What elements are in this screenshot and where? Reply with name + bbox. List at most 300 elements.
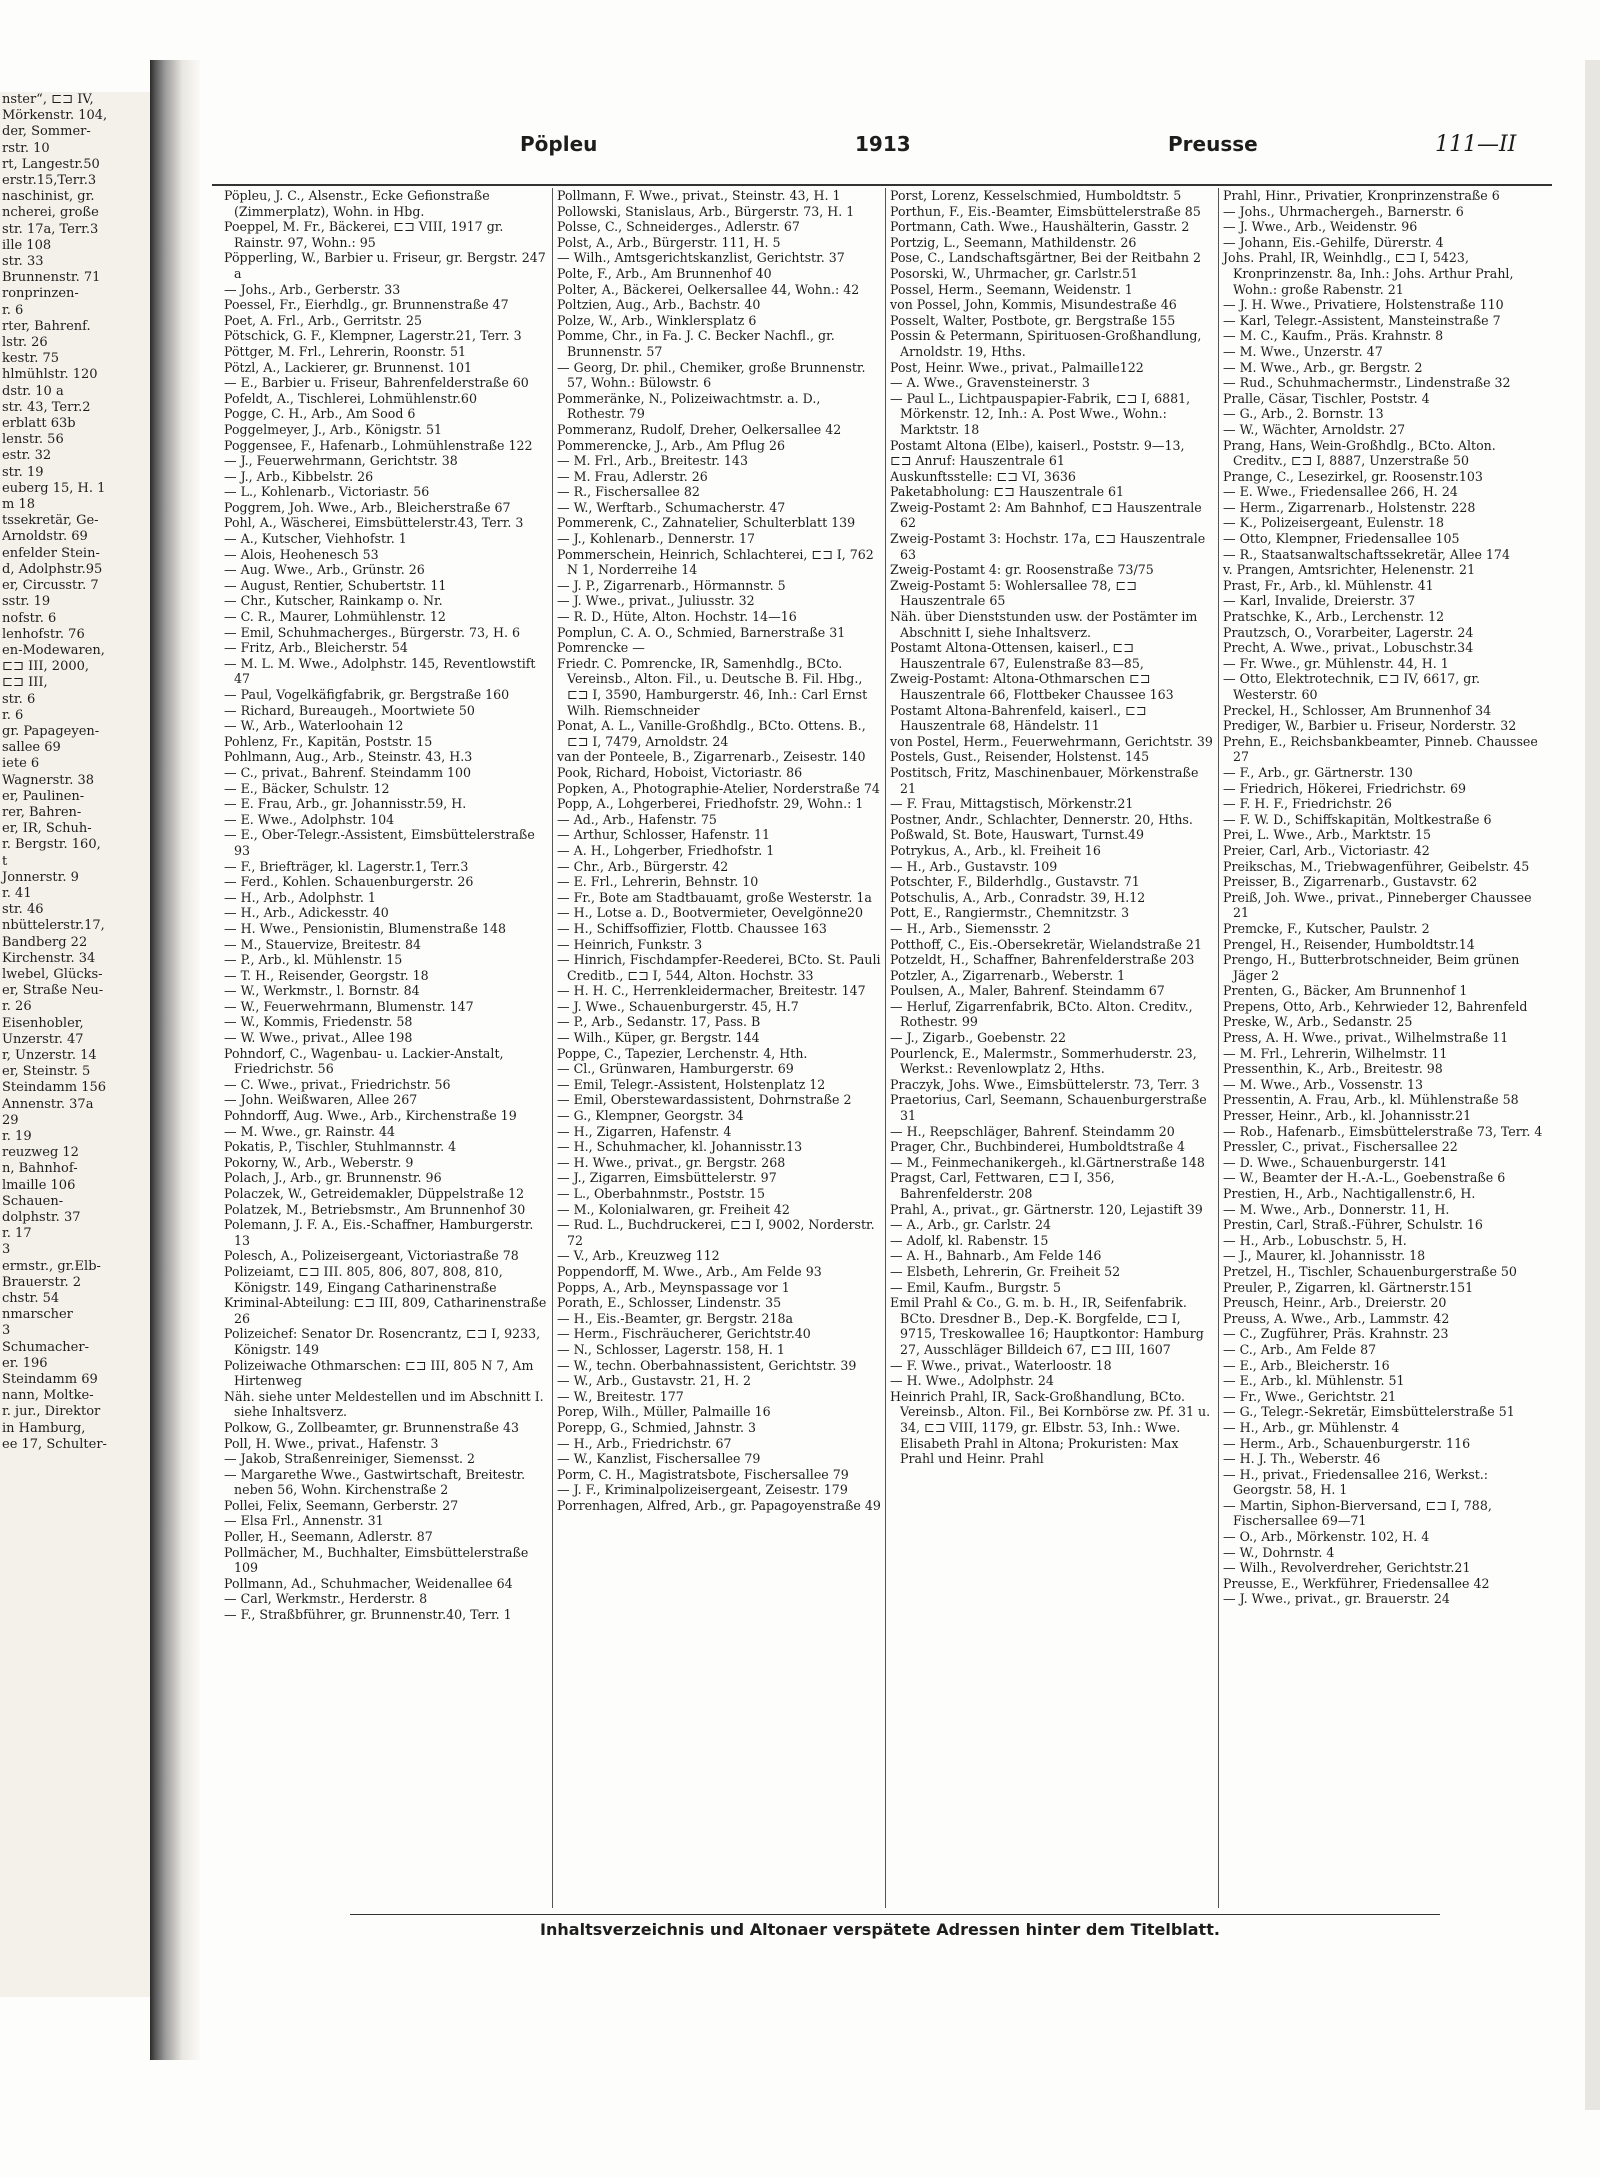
previous-page-line: r. 6 (2, 707, 24, 723)
directory-entry: Pohl, A., Wäscherei, Eimsbüttelerstr.43, Terr. 3 (224, 515, 524, 531)
previous-page-footer (2, 1920, 151, 1979)
directory-entry: — E., Bäcker, Schulstr. 12 (224, 780, 390, 796)
directory-entry: Polatzek, M., Betriebsmstr., Am Brunnenhof 30 (224, 1201, 526, 1217)
directory-entry: Näh. über Dienststunden usw. der Postämter im Abschnitt I, siehe Inhaltsverz. (890, 609, 1198, 640)
directory-entry: Preisser, B., Zigarrenarb., Gustavstr. 62 (1223, 874, 1478, 890)
directory-entry: Pommeranz, Rudolf, Dreher, Oelkersallee 42 (557, 421, 842, 437)
directory-entry: — F. H. F., Friedrichstr. 26 (1223, 796, 1392, 812)
directory-entry: Potthoff, C., Eis.-Obersekretär, Wielandstraße 21 (890, 936, 1202, 952)
directory-entry: Zweig-Postamt 2: Am Bahnhof, ⊏⊐ Hauszentrale 62 (890, 499, 1202, 531)
directory-entry: — G., Klempner, Georgstr. 34 (557, 1108, 744, 1124)
directory-entry: — M., Kolonialwaren, gr. Freiheit 42 (557, 1201, 790, 1217)
directory-entry: Zweig-Postamt 3: Hochstr. 17a, ⊏⊐ Hauszentrale 63 (890, 531, 1206, 562)
directory-entry: Preske, W., Arb., Sedanstr. 25 (1223, 1014, 1413, 1030)
directory-entry: — H. Wwe., privat., gr. Bergstr. 268 (557, 1154, 786, 1170)
directory-entry: — E., Arb., kl. Mühlenstr. 51 (1223, 1373, 1405, 1389)
previous-page-line: naschinist, gr. (2, 189, 95, 205)
previous-page-line: Steindamm 156 (2, 1080, 107, 1096)
directory-entry: — Cl., Grünwaren, Hamburgerstr. 69 (557, 1061, 794, 1077)
directory-entry: Poggensee, F., Hafenarb., Lohmühlenstraße 122 (224, 437, 533, 453)
directory-entry: — John. Weißwaren, Allee 267 (224, 1092, 418, 1108)
directory-entry: — Ad., Arb., Hafenstr. 75 (557, 811, 717, 827)
directory-entry: — E. Wwe., Adolphstr. 104 (224, 811, 395, 827)
directory-entry: — M. Frl., Lehrerin, Wilhelmstr. 11 (1223, 1045, 1448, 1061)
directory-entry: Pohndorff, Aug. Wwe., Arb., Kirchenstraße 19 (224, 1108, 517, 1124)
previous-page-lines (0, 92, 150, 1453)
directory-entry: Polizeiwache Othmarschen: ⊏⊐ III, 805 N 7, Am Hirtenweg (224, 1357, 534, 1389)
directory-entry: — Otto, Klempner, Friedensallee 105 (1223, 531, 1460, 547)
directory-entry: — Rud. L., Buchdruckerei, ⊏⊐ I, 9002, Norderstr. 72 (557, 1217, 875, 1248)
previous-page-line: lwebel, Glücks- (2, 966, 103, 982)
directory-entry: Pommeränke, N., Polizeiwachtmstr. a. D., Rothestr. 79 (557, 390, 821, 422)
directory-entry: — J., Kohlenarb., Dennerstr. 17 (557, 531, 756, 547)
directory-entry: Johs. Prahl, IR, Weinhdlg., ⊏⊐ I, 5423, Kronprinzenstr. 8a, Inh.: Johs. Arthur Prahl, Wohn.: große Rabenstr. 21 (1223, 250, 1514, 297)
directory-entry: Popps, A., Arb., Meynspassage vor 1 (557, 1279, 790, 1295)
previous-page-line: Brauerstr. 2 (2, 1274, 82, 1290)
directory-entry: Pralle, Cäsar, Tischler, Poststr. 4 (1223, 390, 1430, 406)
directory-entry: Pokorny, W., Arb., Weberstr. 9 (224, 1154, 414, 1170)
directory-entry: Poggrem, Joh. Wwe., Arb., Bleicherstraße 67 (224, 499, 511, 515)
directory-entry: — Hinrich, Fischdampfer-Reederei, BCto. St. Pauli Creditb., ⊏⊐ I, 544, Alton. Hochstr. 33 (557, 952, 881, 983)
directory-entry: Pommerenk, C., Zahnatelier, Schulterblatt 139 (557, 515, 856, 531)
directory-entry: — Chr., Kutscher, Rainkamp o. Nr. (224, 593, 443, 609)
directory-entry: Preuler, P., Zigarren, kl. Gärtnerstr.151 (1223, 1279, 1474, 1295)
directory-entry: Postamt Altona-Bahrenfeld, kaiserl., ⊏⊐ Hauszentrale 68, Händelstr. 11 (890, 702, 1147, 734)
directory-entry: Pragst, Carl, Fettwaren, ⊏⊐ I, 356, Bahrenfelderstr. 208 (890, 1170, 1115, 1201)
directory-entry: — M. Wwe., Arb., Vossenstr. 13 (1223, 1076, 1424, 1092)
directory-entry: Polach, J., Arb., gr. Brunnenstr. 96 (224, 1170, 442, 1186)
directory-entry: — E., Arb., Bleicherstr. 16 (1223, 1357, 1390, 1373)
directory-entry: Prengo, H., Butterbrotschneider, Beim grünen Jäger 2 (1223, 952, 1520, 983)
previous-page-line: nann, Moltke- (2, 1388, 94, 1404)
directory-entry: — H., Arb., Adolphstr. 1 (224, 889, 376, 905)
previous-page-line: nofstr. 6 (2, 610, 57, 626)
directory-entry: — Margarethe Wwe., Gastwirtschaft, Breitestr. neben 56, Wohn. Kirchenstraße 2 (224, 1466, 526, 1498)
previous-page-line: er. 196 (2, 1355, 48, 1371)
directory-entry: — Aug. Wwe., Arb., Grünstr. 26 (224, 562, 425, 578)
directory-entry: — Martin, Siphon-Bierversand, ⊏⊐ I, 788, Fischersallee 69—71 (1223, 1497, 1492, 1529)
previous-page-line: r. 19 (2, 1129, 32, 1144)
directory-entry: Pofeldt, A., Tischlerei, Lohmühlenstr.60 (224, 390, 477, 406)
directory-entry: van der Ponteele, B., Zigarrenarb., Zeisestr. 140 (557, 749, 866, 765)
directory-entry: Näh. siehe unter Meldestellen und im Abschnitt I. siehe Inhaltsverz. (224, 1388, 544, 1420)
directory-entry: — J., Zigarren, Eimsbüttelerstr. 97 (557, 1170, 777, 1186)
directory-entry: — M. Wwe., gr. Rainstr. 44 (224, 1123, 395, 1139)
previous-page-line: er, Circusstr. 7 (2, 578, 99, 594)
directory-entry: Pourlenck, E., Malermstr., Sommerhuderstr. 23, Werkst.: Revenlowplatz 2, Hths. (890, 1045, 1197, 1077)
previous-page-line: gr. Papageyen- (2, 723, 100, 739)
directory-entry: Pohndorf, C., Wagenbau- u. Lackier-Anstalt, Friedrichstr. 56 (224, 1045, 504, 1077)
page-footer: Inhaltsverzeichnis und Altonaer verspätete Adressen hinter dem Titelblatt. (540, 1920, 1220, 1939)
column-4 (1219, 188, 1552, 1908)
previous-page-line: iete 6 (2, 756, 40, 772)
directory-entry: Possin & Petermann, Spirituosen-Großhandlung, Arnoldstr. 19, Hths. (890, 328, 1202, 359)
directory-entry: — W. Wwe., privat., Allee 198 (224, 1030, 413, 1046)
directory-entry: — M. C., Kaufm., Präs. Krahnstr. 8 (1223, 328, 1444, 344)
directory-entry: — Karl, Telegr.-Assistent, Mansteinstraße 7 (1223, 312, 1501, 328)
directory-entry: — Fr., Bote am Stadtbauamt, große Westerstr. 1a (557, 889, 872, 905)
directory-entry: — H., Arb., Friedrichstr. 67 (557, 1435, 732, 1451)
previous-page-line: ⊏⊐ III, (2, 675, 48, 691)
previous-page-line: lmaille 106 (2, 1177, 76, 1193)
directory-entry: — A. H., Bahnarb., Am Felde 146 (890, 1248, 1102, 1264)
directory-entry: — H. Wwe., Pensionistin, Blumenstraße 148 (224, 920, 506, 936)
previous-page-line: Arnoldstr. 69 (2, 529, 88, 545)
previous-page-line: Bandberg 22 (2, 934, 88, 950)
directory-entry: — W., Kanzlist, Fischersallee 79 (557, 1451, 761, 1467)
previous-page-line: Jonnerstr. 9 (2, 869, 79, 885)
directory-entry: Postamt Altona-Ottensen, kaiserl., ⊏⊐ Hauszentrale 67, Eulenstraße 83—85, (890, 640, 1144, 671)
first-entry-word: Pöpleu (520, 132, 598, 156)
directory-entry: — J., Feuerwehrmann, Gerichtstr. 38 (224, 453, 458, 469)
previous-page-line: erstr.15,Terr.3 (2, 173, 97, 189)
directory-entry: Preckel, H., Schlosser, Am Brunnenhof 34 (1223, 702, 1492, 718)
directory-entry: Postels, Gust., Reisender, Holstenst. 145 (890, 749, 1150, 765)
directory-entry: — H., Zigarren, Hafenstr. 4 (557, 1123, 732, 1139)
directory-entry: Emil Prahl & Co., G. m. b. H., IR, Seifenfabrik. BCto. Dresdner B., Dep.-K. Borgfelde, ⊏⊐ I, 9715, Treskowallee 16; Hauptkontor: Hamburg 27, Ausschläger Billdeich 67, ⊏⊐ III, 1607 (890, 1295, 1204, 1357)
directory-entry: Pokatis, P., Tischler, Stuhlmannstr. 4 (224, 1139, 457, 1155)
directory-entry: Prange, C., Lesezirkel, gr. Roosenstr.103 (1223, 468, 1483, 484)
previous-page-line: tssekretär, Ge- (2, 513, 99, 529)
directory-entry: Pommerschein, Heinrich, Schlachterei, ⊏⊐ I, 762 N 1, Norderreihe 14 (557, 546, 874, 578)
directory-entry: — W., Werkmstr., l. Bornstr. 84 (224, 983, 420, 999)
directory-entry: — J. H. Wwe., Privatiere, Holstenstraße 110 (1223, 297, 1504, 313)
directory-entry: — W., Wächter, Arnoldstr. 27 (1223, 421, 1406, 437)
directory-entry: — Emil, Telegr.-Assistent, Holstenplatz 12 (557, 1076, 826, 1092)
directory-entry: — T. H., Reisender, Georgstr. 18 (224, 967, 429, 983)
directory-entry: Prestien, H., Arb., Nachtigallenstr.6, H. (1223, 1186, 1476, 1201)
previous-page-line: in Hamburg, (2, 1420, 86, 1436)
directory-entry: — J. Wwe., Arb., Weidenstr. 96 (1223, 219, 1418, 235)
directory-entry: Poltzien, Aug., Arb., Bachstr. 40 (557, 297, 761, 313)
directory-entry: Kriminal-Abteilung: ⊏⊐ III, 809, Catharinenstraße 26 (224, 1295, 547, 1326)
directory-entry: — F. W. D., Schiffskapitän, Moltkestraße 6 (1223, 811, 1492, 827)
footer-rule (350, 1914, 1440, 1915)
previous-page-line: Mörkenstr. 104, (2, 108, 108, 124)
previous-page-line: estr. 32 (2, 448, 52, 464)
directory-entry: Pötzl, A., Lackierer, gr. Brunnenst. 101 (224, 359, 472, 375)
directory-entry: Polst, A., Arb., Bürgerstr. 111, H. 5 (557, 234, 781, 250)
previous-page-line: Eisenhobler, (2, 1015, 84, 1031)
directory-entry: Poll, H. Wwe., privat., Hafenstr. 3 (224, 1435, 439, 1451)
directory-entry: ⊏⊐ Anruf: Hauszentrale 61 (890, 453, 1065, 469)
directory-entry: — E. Wwe., Friedensallee 266, H. 24 (1223, 484, 1458, 500)
directory-entry: — Emil, Oberstewardassistent, Dohrnstraße 2 (557, 1092, 852, 1108)
directory-entry: — Wilh., Revolverdreher, Gerichtstr.21 (1223, 1560, 1471, 1576)
directory-entry: Pomrencke — (557, 640, 645, 656)
previous-page-line: str. 17a, Terr.3 (2, 221, 99, 237)
previous-page-line: hlmühlstr. 120 (2, 367, 98, 383)
directory-entry: von Possel, John, Kommis, Misundestraße 46 (890, 297, 1177, 313)
directory-entry: — Alois, Heohenesch 53 (224, 546, 379, 562)
directory-entry: Prei, L. Wwe., Arb., Marktstr. 15 (1223, 827, 1432, 843)
previous-page-line: Kirchenstr. 34 (2, 950, 96, 966)
directory-entry: — Karl, Invalide, Dreierstr. 37 (1223, 593, 1416, 609)
directory-entry: Premcke, F., Kutscher, Paulstr. 2 (1223, 920, 1430, 936)
directory-entry: — M. Wwe., Arb., Donnerstr. 11, H. (1223, 1201, 1450, 1217)
directory-entry: Pohlenz, Fr., Kapitän, Poststr. 15 (224, 733, 433, 749)
directory-entry: Porthun, F., Eis.-Beamter, Eimsbüttelerstraße 85 (890, 203, 1201, 219)
directory-entry: Prautzsch, O., Vorarbeiter, Lagerstr. 24 (1223, 624, 1474, 640)
directory-entry: Pollmann, Ad., Schuhmacher, Weidenallee 64 (224, 1575, 513, 1591)
directory-entry: — Fritz, Arb., Bleicherstr. 54 (224, 640, 408, 656)
directory-entry: — Friedrich, Hökerei, Friedrichstr. 69 (1223, 780, 1466, 796)
header-rule (212, 184, 1552, 186)
directory-entry: Polesch, A., Polizeisergeant, Victoriastraße 78 (224, 1248, 519, 1264)
previous-page-line: r. jur., Direktor (2, 1404, 101, 1420)
previous-page-line: chstr. 54 (2, 1291, 60, 1307)
directory-entry: Potzeldt, H., Schaffner, Bahrenfelderstraße 203 (890, 952, 1195, 968)
previous-page-line: r. 6 (2, 302, 24, 318)
directory-entry: — F., Arb., gr. Gärtnerstr. 130 (1223, 764, 1413, 780)
directory-entry: — H., Schiffsoffizier, Flottb. Chaussee 163 (557, 920, 827, 936)
directory-entry: Pogge, C. H., Arb., Am Sood 6 (224, 406, 416, 422)
directory-entry: Post, Heinr. Wwe., privat., Palmaille122 (890, 359, 1144, 375)
directory-entry: — M. Wwe., Arb., gr. Bergstr. 2 (1223, 359, 1423, 375)
previous-page-line: der, Sommer- (2, 124, 91, 140)
directory-entry: Prast, Fr., Arb., kl. Mühlenstr. 41 (1223, 577, 1434, 593)
directory-entry: — W., Kommis, Friedenstr. 58 (224, 1014, 413, 1030)
directory-entry: Pohlmann, Aug., Arb., Steinstr. 43, H.3 (224, 749, 473, 765)
previous-page-line: reuzweg 12 (2, 1145, 79, 1161)
directory-entry: — Johs., Arb., Gerberstr. 33 (224, 281, 401, 297)
directory-entry: Poggelmeyer, J., Arb., Königstr. 51 (224, 421, 443, 437)
directory-entry: — Emil, Schuhmacherges., Bürgerstr. 73, H. 6 (224, 624, 521, 640)
directory-entry: — H., privat., Friedensallee 216, Werkst.: Georgstr. 58, H. 1 (1223, 1466, 1489, 1498)
directory-entry: Pollmann, F. Wwe., privat., Steinstr. 43, H. 1 (557, 188, 841, 203)
previous-page-line: er, IR, Schuh- (2, 821, 92, 837)
directory-entry: — M. Wwe., Unzerstr. 47 (1223, 343, 1383, 359)
book-gutter (150, 60, 200, 2060)
directory-entry: — J., Maurer, kl. Johannisstr. 18 (1223, 1248, 1426, 1264)
previous-page-line: dstr. 10 a (2, 383, 64, 399)
directory-entry: — A. H., Lohgerber, Friedhofstr. 1 (557, 842, 775, 858)
directory-entry: — M., Stauervize, Breitestr. 84 (224, 936, 421, 952)
page-header (200, 132, 1585, 164)
directory-entry: Pomme, Chr., in Fa. J. C. Becker Nachfl., gr. Brunnenstr. 57 (557, 328, 835, 359)
previous-page-line: rter, Bahrenf. (2, 318, 91, 334)
directory-entry: — E., Barbier u. Friseur, Bahrenfelderstraße 60 (224, 375, 529, 391)
directory-entry: Potschter, F., Bilderhdlg., Gustavstr. 71 (890, 874, 1140, 890)
directory-entry: — Paul, Vogelkäfigfabrik, gr. Bergstraße 160 (224, 687, 510, 702)
column-3 (886, 188, 1219, 1908)
previous-page-line: ille 108 (2, 237, 52, 253)
directory-entry: Precht, A. Wwe., privat., Lobuschstr.34 (1223, 640, 1474, 656)
directory-entry: — J. P., Zigarrenarb., Hörmannstr. 5 (557, 577, 786, 593)
directory-entry: Pott, E., Rangiermstr., Chemnitzstr. 3 (890, 905, 1130, 921)
directory-entry: Prehn, E., Reichsbankbeamter, Pinneb. Chaussee 27 (1223, 733, 1538, 765)
directory-entry: — H., Arb., Siemensstr. 2 (890, 920, 1052, 936)
directory-entry: — R., Staatsanwaltschaftssekretär, Allee 174 (1223, 546, 1510, 562)
directory-entry: — H., Arb., Adickesstr. 40 (224, 905, 389, 921)
directory-entry: Prestin, Carl, Straß.-Führer, Schulstr. 16 (1223, 1217, 1483, 1233)
directory-entry: — J. Wwe., privat., Juliusstr. 32 (557, 593, 755, 609)
previous-page-line: r. 41 (2, 885, 32, 901)
directory-entry: — J., Arb., Kibbelstr. 26 (224, 468, 374, 484)
directory-entry: Zweig-Postamt: Altona-Othmarschen ⊏⊐ Hauszentrale 66, Flottbeker Chaussee 163 (890, 671, 1174, 702)
directory-entry: — H., Reepschläger, Bahrenf. Steindamm 20 (890, 1123, 1175, 1139)
previous-page-line: Unzerstr. 47 (2, 1031, 84, 1047)
directory-entry: — F. Frau, Mittagstisch, Mörkenstr.21 (890, 796, 1134, 812)
directory-entry: Pommerencke, J., Arb., Am Pflug 26 (557, 437, 785, 453)
directory-entry: — P., Arb., kl. Mühlenstr. 15 (224, 952, 403, 968)
previous-page-line: Brunnenstr. 71 (2, 270, 101, 286)
previous-page-line: str. 43, Terr.2 (2, 399, 91, 415)
directory-entry: Poessel, Fr., Eierhdlg., gr. Brunnenstraße 47 (224, 297, 509, 313)
directory-page (200, 92, 1585, 1997)
previous-page-line: er, Paulinen- (2, 788, 85, 804)
directory-entry: — A., Arb., gr. Carlstr. 24 (890, 1217, 1051, 1233)
previous-page-line: m 18 (2, 497, 36, 513)
previous-page-line: t (2, 853, 8, 869)
directory-entry: Poßwald, St. Bote, Hauswart, Turnst.49 (890, 827, 1145, 843)
directory-entry: — Heinrich, Funkstr. 3 (557, 936, 703, 952)
directory-entry: — W., Arb., Gustavstr. 21, H. 2 (557, 1373, 752, 1389)
previous-page-line: ⊏⊐ III, 2000, (2, 659, 90, 675)
previous-page-line: r. Bergstr. 160, (2, 837, 101, 853)
previous-page-line: 3 (2, 1323, 11, 1339)
directory-entry: — K., Polizeisergeant, Eulenstr. 18 (1223, 515, 1444, 531)
directory-entry: — Wilh., Amtsgerichtskanzlist, Gerichtstr. 37 (557, 250, 845, 266)
previous-page-line: str. 6 (2, 691, 36, 707)
directory-entry: Porst, Lorenz, Kesselschmied, Humboldtstr. 5 (890, 188, 1182, 203)
directory-entry: Porepp, G., Schmied, Jahnstr. 3 (557, 1419, 757, 1435)
page-number: 111—II (1435, 132, 1517, 157)
directory-entry: Postamt Altona (Elbe), kaiserl., Poststr. 9—13, (890, 437, 1185, 453)
directory-entry: — R. D., Hüte, Alton. Hochstr. 14—16 (557, 609, 797, 625)
directory-entry: — O., Arb., Mörkenstr. 102, H. 4 (1223, 1529, 1430, 1545)
directory-entry: Portmann, Cath. Wwe., Haushälterin, Gasstr. 2 (890, 219, 1190, 235)
directory-entry: — Georg, Dr. phil., Chemiker, große Brunnenstr. 57, Wohn.: Bülowstr. 6 (557, 359, 866, 391)
directory-entry: — W., Feuerwehrmann, Blumenstr. 147 (224, 998, 474, 1014)
previous-page-line: 3 (2, 1242, 11, 1258)
directory-entry: Polkow, G., Zollbeamter, gr. Brunnenstraße 43 (224, 1419, 520, 1435)
directory-entry: Potschulis, A., Arb., Conradstr. 39, H.12 (890, 889, 1146, 905)
directory-entry: Polemann, J. F. A., Eis.-Schaffner, Hamburgerstr. 13 (224, 1217, 534, 1248)
directory-entry: Pötschick, G. F., Klempner, Lagerstr.21, Terr. 3 (224, 328, 522, 344)
directory-entry: Pressler, C., privat., Fischersallee 22 (1223, 1139, 1458, 1155)
directory-entry: — C., Arb., Am Felde 87 (1223, 1341, 1377, 1357)
directory-entry: Preier, Carl, Arb., Victoriastr. 42 (1223, 842, 1430, 858)
directory-entry: — C., privat., Bahrenf. Steindamm 100 (224, 764, 472, 780)
directory-entry: Paketabholung: ⊏⊐ Hauszentrale 61 (890, 484, 1125, 500)
directory-entry: Pretzel, H., Tischler, Schauenburgerstraße 50 (1223, 1263, 1517, 1279)
directory-entry: — Adolf, kl. Rabenstr. 15 (890, 1232, 1049, 1248)
previous-page-line: Wagnerstr. 38 (2, 772, 95, 788)
directory-entry: Porrenhagen, Alfred, Arb., gr. Papagoyenstraße 49 (557, 1497, 881, 1513)
directory-entry: — Chr., Arb., Bürgerstr. 42 (557, 858, 729, 874)
directory-entry: — H. J. Th., Weberstr. 46 (1223, 1451, 1381, 1467)
previous-page-line: 29 (2, 1112, 19, 1128)
directory-entry: — L., Kohlenarb., Victoriastr. 56 (224, 484, 430, 500)
directory-entry: Auskunftsstelle: ⊏⊐ VI, 3636 (890, 468, 1076, 484)
directory-entry: Postner, Andr., Schlachter, Dennerstr. 20, Hths. (890, 811, 1193, 827)
previous-page-line: enfelder Stein- (2, 545, 100, 561)
directory-entry: — R., Fischersallee 82 (557, 484, 700, 500)
directory-entry: — Herm., Arb., Schauenburgerstr. 116 (1223, 1435, 1471, 1451)
directory-entry: Porath, E., Schlosser, Lindenstr. 35 (557, 1295, 782, 1311)
directory-entry: — Herluf, Zigarrenfabrik, BCto. Alton. Creditv., Rothestr. 99 (890, 998, 1193, 1030)
directory-entry: — G., Telegr.-Sekretär, Eimsbüttelerstraße 51 (1223, 1404, 1515, 1420)
directory-entry: — Otto, Elektrotechnik, ⊏⊐ IV, 6617, gr. Westerstr. 60 (1223, 671, 1481, 702)
directory-entry: Pöttger, M. Frl., Lehrerin, Roonstr. 51 (224, 343, 467, 359)
directory-entry: Posselt, Walter, Postbote, gr. Bergstraße 155 (890, 312, 1176, 328)
previous-page-line: Schumacher- (2, 1339, 89, 1355)
directory-entry: Ponat, A. L., Vanille-Großhdlg., BCto. Ottens. B., ⊏⊐ I, 7479, Arnoldstr. 24 (557, 718, 866, 749)
directory-entry: Poet, A. Frl., Arb., Gerritstr. 25 (224, 312, 422, 328)
last-entry-word: Preusse (1168, 132, 1258, 156)
directory-entry: von Postel, Herm., Feuerwehrmann, Gerichtstr. 39 (890, 733, 1213, 749)
directory-entry: — Paul L., Lichtpauspapier-Fabrik, ⊏⊐ I, 6881, Mörkenstr. 12, Inh.: A. Post Wwe., Wohn.: Marktstr. 18 (890, 390, 1191, 437)
directory-entry: — D. Wwe., Schauenburgerstr. 141 (1223, 1154, 1448, 1170)
previous-page-line: lenstr. 56 (2, 432, 64, 448)
directory-entry: — F., Briefträger, kl. Lagerstr.1, Terr.3 (224, 858, 469, 874)
directory-entry: Polze, W., Arb., Winklersplatz 6 (557, 312, 757, 328)
directory-entry: — E. Frl., Lehrerin, Behnstr. 10 (557, 874, 759, 890)
directory-entry: — N., Schlosser, Lagerstr. 158, H. 1 (557, 1341, 785, 1357)
directory-entry: — M. L. M. Wwe., Adolphstr. 145, Reventlowstift 47 (224, 655, 536, 687)
directory-entry: Poller, H., Seemann, Adlerstr. 87 (224, 1529, 433, 1545)
previous-page-line: str. 19 (2, 464, 44, 480)
directory-entry: v. Prangen, Amtsrichter, Helenenstr. 21 (1223, 562, 1476, 578)
directory-entry: — Jakob, Straßenreiniger, Siemensst. 2 (224, 1451, 476, 1467)
directory-entry: — M. Frau, Adlerstr. 26 (557, 468, 708, 484)
previous-page-line: lstr. 26 (2, 335, 48, 351)
directory-entry: — C. Wwe., privat., Friedrichstr. 56 (224, 1076, 451, 1092)
directory-entry: — J. F., Kriminalpolizeisergeant, Zeisestr. 179 (557, 1482, 848, 1498)
directory-entry: Prenten, G., Bäcker, Am Brunnenhof 1 (1223, 983, 1468, 999)
directory-entry: — Elsbeth, Lehrerin, Gr. Freiheit 52 (890, 1263, 1121, 1279)
directory-entry: Polizeichef: Senator Dr. Rosencrantz, ⊏⊐ I, 9233, Königstr. 149 (224, 1326, 541, 1357)
directory-entry: — C. R., Maurer, Lohmühlenstr. 12 (224, 609, 446, 625)
previous-page-line: str. 33 (2, 254, 44, 270)
previous-page-line: ermstr., gr.Elb- (2, 1258, 101, 1274)
directory-entry: — Elsa Frl., Annenstr. 31 (224, 1513, 384, 1529)
previous-page-line: en-Modewaren, (2, 642, 105, 658)
directory-entry: Polizeiamt, ⊏⊐ III. 805, 806, 807, 808, 810, Königstr. 149, Eingang Catharinenstraße (224, 1263, 503, 1295)
directory-entry: Preiß, Joh. Wwe., privat., Pinneberger Chaussee 21 (1223, 889, 1532, 921)
previous-page-line: er, Straße Neu- (2, 983, 104, 999)
previous-page-line: Annenstr. 37a (2, 1096, 94, 1112)
directory-entry: Polsse, C., Schneiderges., Adlerstr. 67 (557, 219, 800, 235)
directory-entry: — F. Wwe., privat., Waterloostr. 18 (890, 1357, 1112, 1373)
previous-page-line: r. 17 (2, 1226, 32, 1242)
directory-entry: — Rob., Hafenarb., Eimsbüttelerstraße 73, Terr. 4 (1223, 1123, 1543, 1139)
directory-entry: — Herm., Fischräucherer, Gerichtstr.40 (557, 1326, 811, 1342)
directory-entry: Pomplun, C. A. O., Schmied, Barnerstraße 31 (557, 624, 846, 640)
directory-entry: Prang, Hans, Wein-Großhdlg., BCto. Alton. Creditv., ⊏⊐ I, 8887, Unzerstraße 50 (1223, 437, 1496, 469)
directory-entry: — W., Dohrnstr. 4 (1223, 1544, 1335, 1560)
directory-entry: Preusse, E., Werkführer, Friedensallee 42 (1223, 1575, 1490, 1591)
directory-entry: — H., Arb., Gustavstr. 109 (890, 858, 1058, 874)
previous-page-line: rt, Langestr.50 (2, 156, 100, 172)
directory-entry: — A., Kutscher, Viehhofstr. 1 (224, 531, 407, 547)
previous-page-line: sallee 69 (2, 740, 61, 756)
previous-page-line: lenhofstr. 76 (2, 626, 85, 642)
directory-entry: Pressentin, A. Frau, Arb., kl. Mühlenstraße 58 (1223, 1092, 1519, 1108)
directory-entry: Poeppel, M. Fr., Bäckerei, ⊏⊐ VIII, 1917 gr. Rainstr. 97, Wohn.: 95 (224, 219, 504, 250)
previous-page-line: nster“, ⊏⊐ IV, (2, 92, 94, 107)
directory-entry: — M., Feinmechanikergeh., kl.Gärtnerstraße 148 (890, 1154, 1205, 1170)
directory-entry: — H., Arb., gr. Mühlenstr. 4 (1223, 1419, 1400, 1435)
directory-entry: Poppendorff, M. Wwe., Arb., Am Felde 93 (557, 1263, 822, 1279)
previous-page-line: euberg 15, H. 1 (2, 480, 106, 496)
directory-entry: — Carl, Werkmstr., Herderstr. 8 (224, 1591, 428, 1607)
previous-page-line: d, Adolphstr.95 (2, 561, 103, 577)
directory-entry: — P., Arb., Sedanstr. 17, Pass. B (557, 1014, 761, 1030)
directory-entry: Poulsen, A., Maler, Bahrenf. Steindamm 67 (890, 983, 1165, 999)
directory-entry: — M. Frl., Arb., Breitestr. 143 (557, 453, 748, 469)
